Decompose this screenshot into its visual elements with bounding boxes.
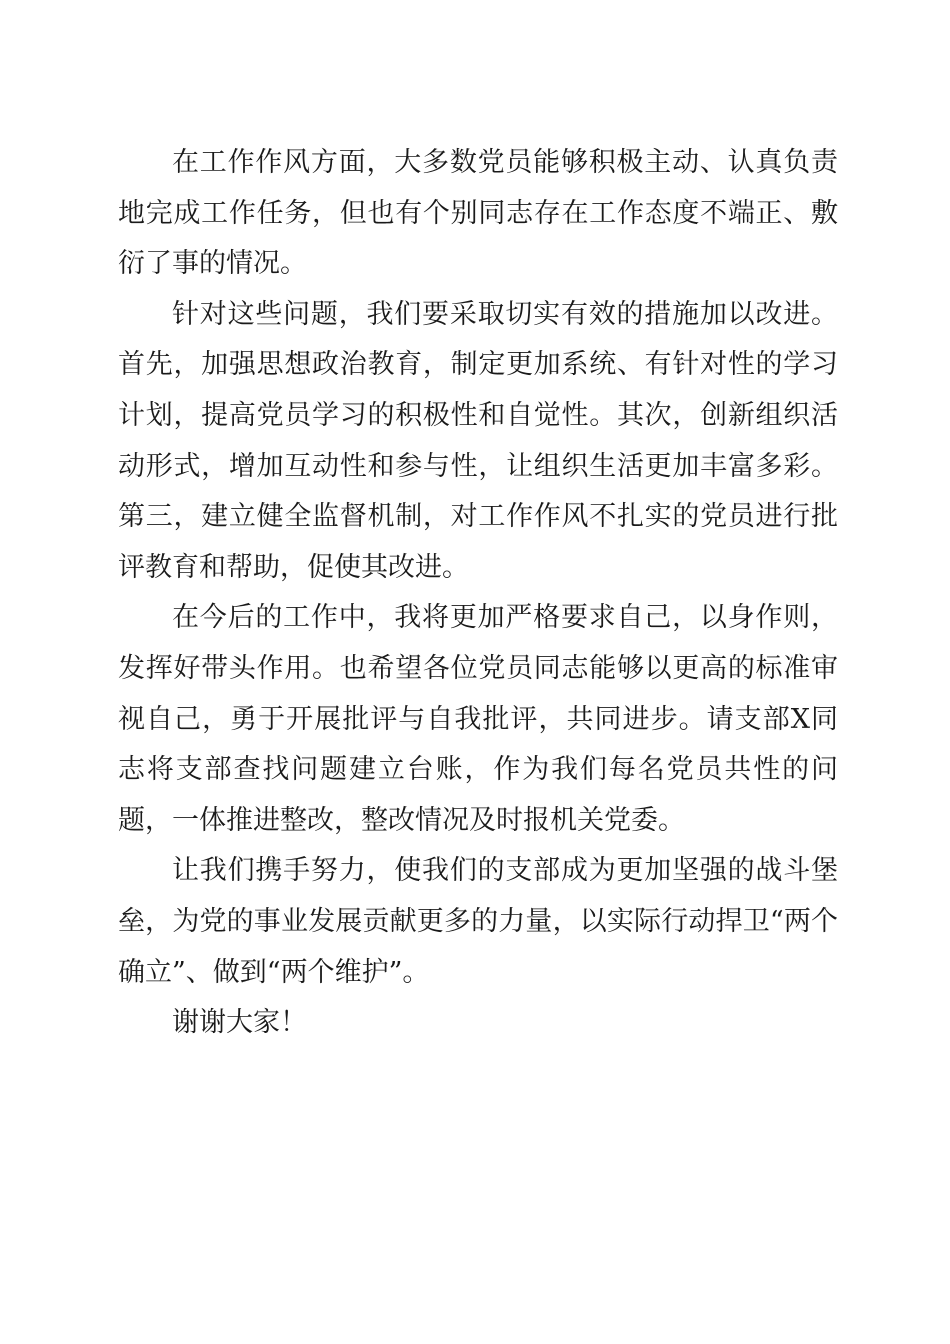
paragraph-closing-call: 让我们携手努力，使我们的支部成为更加坚强的战斗堡垒，为党的事业发展贡献更多的力量，以实际行动捍卫“两个确立”、做到“两个维护”。 xyxy=(118,855,838,988)
document-body xyxy=(118,138,838,1049)
paragraph-future-work: 在今后的工作中，我将更加严格要求自己，以身作则，发挥好带头作用。也希望各位党员同志能够以更高的标准审视自己，勇于开展批评与自我批评，共同进步。请支部X同志将支部查找问题建立台账，作为我们每名党员共性的问题，一体推进整改，整改情况及时报机关党委。 xyxy=(118,602,838,836)
paragraph-improvement-measures: 针对这些问题，我们要采取切实有效的措施加以改进。首先，加强思想政治教育，制定更加系统、有针对性的学习计划，提高党员学习的积极性和自觉性。其次，创新组织活动形式，增加互动性和参与性，让组织生活更加丰富多彩。第三，建立健全监督机制，对工作作风不扎实的党员进行批评教育和帮助，促使其改进。 xyxy=(118,298,838,583)
paragraph-thanks: 谢谢大家！ xyxy=(172,1007,307,1039)
paragraph-work-style: 在工作作风方面，大多数党员能够积极主动、认真负责地完成工作任务，但也有个别同志存在工作态度不端正、敷衍了事的情况。 xyxy=(118,147,838,280)
